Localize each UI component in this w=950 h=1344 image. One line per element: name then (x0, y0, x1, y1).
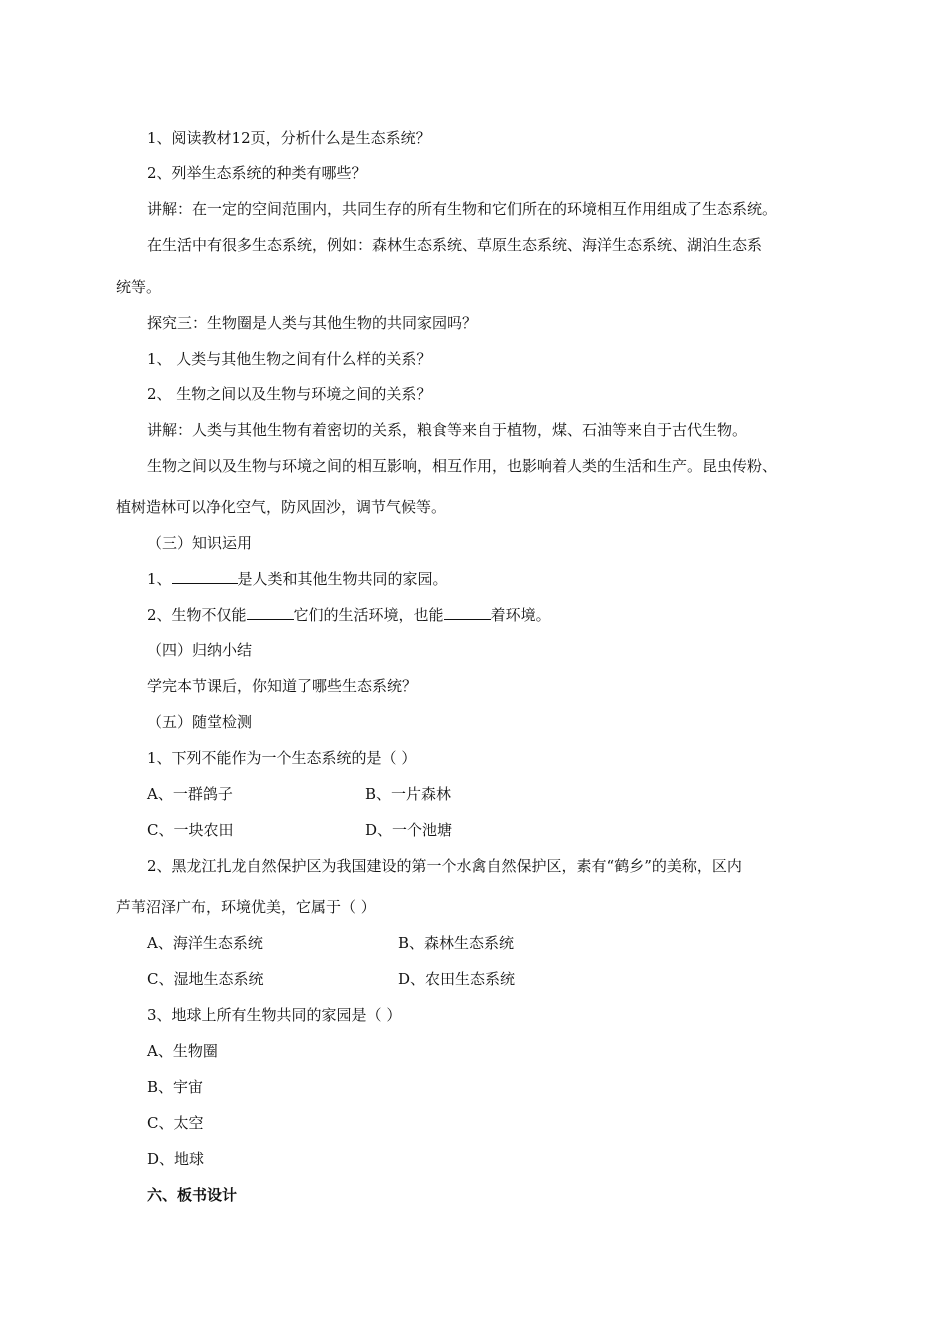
quiz-2-option-a: A、海洋生态系统 (147, 934, 263, 952)
quiz-2-option-b: B、森林生态系统 (398, 934, 515, 952)
quiz-question-3: 3、地球上所有生物共同的家园是（ ） (147, 1006, 402, 1024)
question-read-textbook: 1、阅读教材12页，分析什么是生态系统？ (147, 129, 431, 147)
fill-blank-2-part-1: 2、生物不仅能 (147, 606, 247, 624)
fill-blank-1-number: 1、 (147, 570, 172, 588)
quiz-1-option-a: A、一群鸽子 (147, 785, 233, 803)
section-quiz: （五）随堂检测 (147, 713, 253, 731)
quiz-3-option-c: C、太空 (147, 1114, 204, 1132)
question-organism-environment: 2、 生物之间以及生物与环境之间的关系？ (147, 385, 432, 403)
quiz-question-1: 1、下列不能作为一个生态系统的是（ ） (147, 749, 417, 767)
answer-blank-2 (247, 605, 294, 620)
quiz-question-2: 2、黑龙江扎龙自然保护区为我国建设的第一个水禽自然保护区，素有“鹤乡”的美称，区内 (147, 857, 742, 875)
quiz-3-option-a: A、生物圈 (147, 1042, 218, 1060)
fill-blank-question-1 (147, 569, 448, 589)
quiz-1-option-b: B、一片森林 (365, 785, 452, 803)
inquiry-three-heading: 探究三：生物圈是人类与其他生物的共同家园吗？ (147, 314, 478, 332)
question-list-ecosystems: 2、列举生态系统的种类有哪些？ (147, 164, 367, 182)
fill-blank-question-2 (147, 605, 551, 625)
explanation-human-relations: 讲解：人类与其他生物有着密切的关系，粮食等来自于植物，煤、石油等来自于古代生物。 (147, 421, 748, 439)
quiz-3-option-b: B、宇宙 (147, 1078, 204, 1096)
fill-blank-1-text: 是人类和其他生物共同的家园。 (237, 570, 448, 588)
section-summary: （四）归纳小结 (147, 641, 253, 659)
question-human-relations: 1、 人类与其他生物之间有什么样的关系？ (147, 350, 432, 368)
quiz-2-option-d: D、农田生态系统 (398, 970, 516, 988)
explanation-ecosystem-examples: 在生活中有很多生态系统，例如：森林生态系统、草原生态系统、海洋生态系统、湖泊生态系 (147, 236, 763, 254)
section-board-design: 六、板书设计 (147, 1186, 238, 1204)
quiz-2-option-c: C、湿地生态系统 (147, 970, 264, 988)
quiz-question-2-cont: 芦苇沼泽广布，环境优美，它属于（ ） (116, 898, 376, 916)
section-knowledge-application: （三）知识运用 (147, 534, 253, 552)
summary-question: 学完本节课后，你知道了哪些生态系统？ (147, 677, 418, 695)
explanation-ecosystem: 讲解：在一定的空间范围内，共同生存的所有生物和它们所在的环境相互作用组成了生态系统。 (147, 200, 778, 218)
fill-blank-2-part-2: 它们的生活环境，也能 (293, 606, 444, 624)
quiz-1-option-d: D、一个池塘 (365, 821, 453, 839)
quiz-1-option-c: C、一块农田 (147, 821, 234, 839)
answer-blank-1 (172, 569, 238, 584)
explanation-interactions-cont: 植树造林可以净化空气，防风固沙，调节气候等。 (116, 498, 447, 516)
explanation-interactions: 生物之间以及生物与环境之间的相互影响，相互作用，也影响着人类的生活和生产。昆虫传粉、 (147, 457, 778, 475)
fill-blank-2-part-3: 着环境。 (490, 606, 551, 624)
quiz-3-option-d: D、地球 (147, 1150, 205, 1168)
answer-blank-3 (444, 605, 491, 620)
explanation-ecosystem-examples-cont: 统等。 (116, 278, 162, 296)
